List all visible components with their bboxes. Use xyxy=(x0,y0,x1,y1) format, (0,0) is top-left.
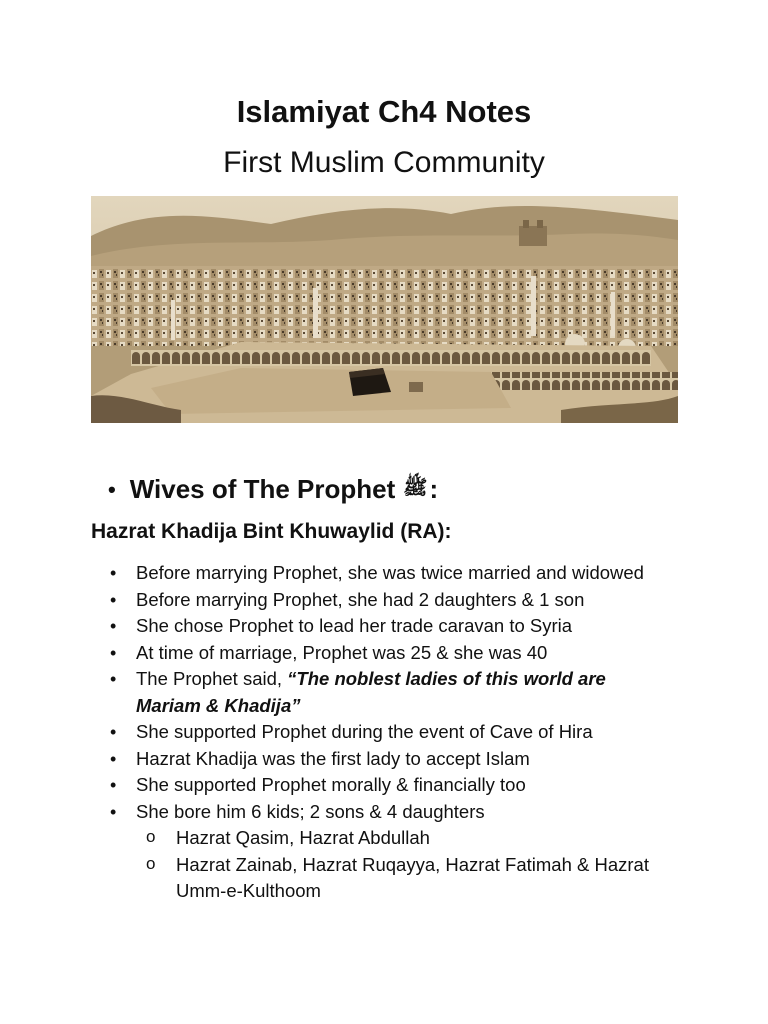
section-heading-text: Wives of The Prophet xyxy=(129,474,396,504)
children-sublist xyxy=(136,825,668,905)
facts-list xyxy=(108,560,668,905)
list-item: • She supported Prophet morally & financially too xyxy=(108,772,668,799)
sublist-item: o Hazrat Qasim, Hazrat Abdullah xyxy=(132,825,668,852)
section-heading-wives xyxy=(108,474,438,505)
list-item-quote xyxy=(108,666,668,719)
page-title: Islamiyat Ch4 Notes xyxy=(236,94,532,129)
quote-prefix: The Prophet said, xyxy=(136,668,288,689)
sublist-item: o Hazrat Zainab, Hazrat Ruqayya, Hazrat Fatimah & Hazrat Umm-e-Kulthoom xyxy=(132,852,668,905)
list-item: • She chose Prophet to lead her trade caravan to Syria xyxy=(108,613,668,640)
list-item-children xyxy=(108,799,668,905)
person-heading-khadija: Hazrat Khadija Bint Khuwaylid (RA): xyxy=(91,520,452,543)
list-item: • She supported Prophet during the event of Cave of Hira xyxy=(108,719,668,746)
list-item: • Before marrying Prophet, she was twice married and widowed xyxy=(108,560,668,587)
list-item: • At time of marriage, Prophet was 25 & she was 40 xyxy=(108,640,668,667)
list-item: • Before marrying Prophet, she had 2 daughters & 1 son xyxy=(108,587,668,614)
list-item: • Hazrat Khadija was the first lady to accept Islam xyxy=(108,746,668,773)
makkah-engraving-image xyxy=(91,196,678,423)
children-summary: She bore him 6 kids; 2 sons & 4 daughters xyxy=(136,800,485,822)
quote-text: “The noblest ladies of this world are Mariam & Khadija” xyxy=(136,668,606,716)
section-heading-suffix: : xyxy=(429,474,439,504)
bullet-icon: • xyxy=(108,476,116,502)
page-subtitle: First Muslim Community xyxy=(223,146,545,179)
honorific-glyph: ﷺ xyxy=(403,477,428,499)
